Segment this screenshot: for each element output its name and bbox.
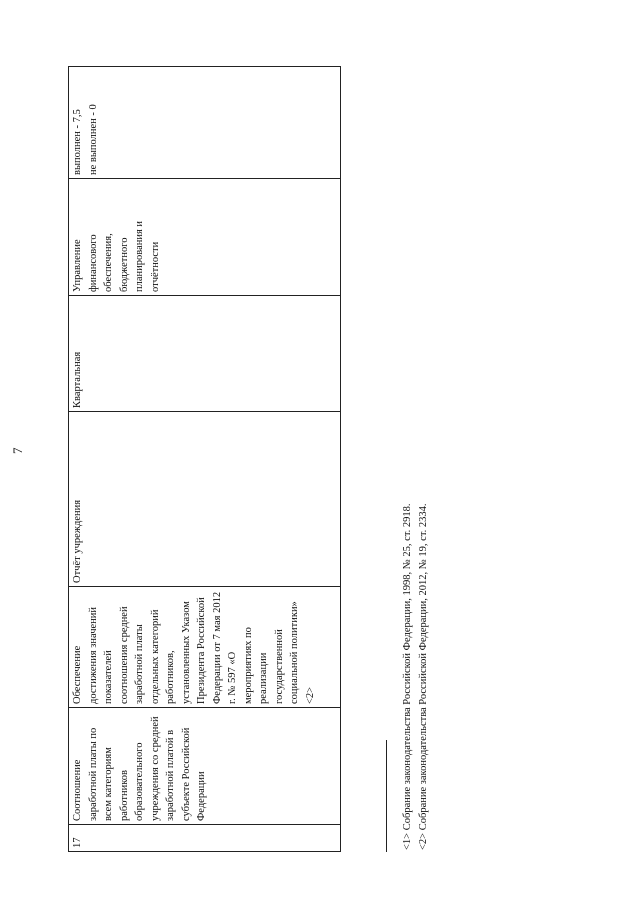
page-number: 7 bbox=[10, 447, 25, 454]
description-cell bbox=[69, 587, 341, 708]
footnotes bbox=[400, 504, 431, 851]
score-cell bbox=[69, 67, 341, 179]
source-cell bbox=[69, 412, 341, 587]
indicator-text: Соотношение заработной платы по всем категориям работников образовательного учреждения со средней заработной платой в субъекте Российской Федерации bbox=[72, 716, 207, 821]
table-row bbox=[69, 67, 341, 852]
footnote-2: <2> Собрание законодательства Российской Федерации, 2012, № 19, ст. 2334. bbox=[417, 503, 429, 850]
frequency-cell bbox=[69, 296, 341, 412]
frequency-text: Квартальная bbox=[72, 351, 83, 408]
criteria-table bbox=[68, 66, 341, 852]
indicator-cell bbox=[69, 708, 341, 825]
responsible-cell bbox=[69, 179, 341, 296]
score-done: выполнен - 7,5 bbox=[72, 109, 83, 175]
score-not-done: не выполнен - 0 bbox=[87, 104, 99, 175]
row-number: 17 bbox=[72, 837, 83, 848]
responsible-text: Управление финансового обеспечения, бюджетного планирования и отчётности bbox=[72, 220, 161, 292]
row-number-cell bbox=[69, 825, 341, 852]
description-text: Обеспечение достижения значений показателей соотношения средней заработной платы отдельных категорий работников, установленных Указом Президента Российской Федерации от 7 мая 2012 г. № 597 «О мероприятиях по реализации государственной социальной политики» <2> bbox=[72, 591, 316, 704]
source-text: Отчёт учреждения bbox=[72, 499, 83, 583]
footnote-1: <1> Собрание законодательства Российской Федерации, 1998, № 25, ст. 2918. bbox=[402, 503, 413, 850]
rotated-content bbox=[0, 12, 440, 852]
footnote-separator bbox=[386, 740, 387, 852]
